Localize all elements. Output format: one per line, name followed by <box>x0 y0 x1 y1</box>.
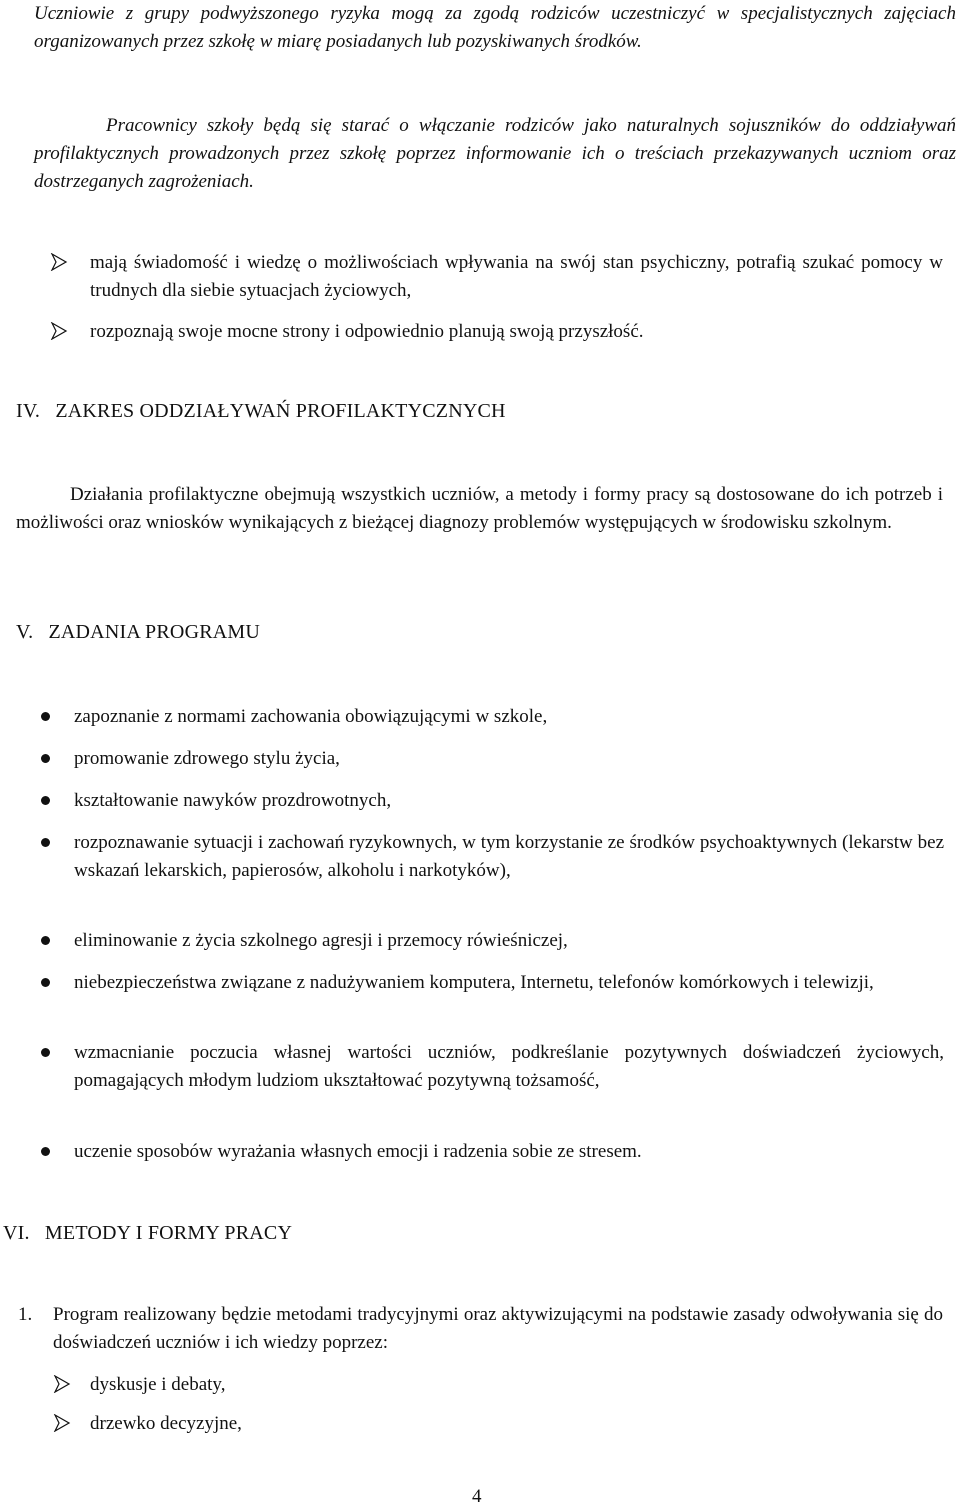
task-list-item: eliminowanie z życia szkolnego agresji i przemocy rówieśniczej, <box>74 930 568 951</box>
task-list-item: rozpoznawanie sytuacji i zachowań ryzykownych, w tym korzystanie ze środków psychoaktywnych (lekarstw bez wskazań lekarskich, papierosów, alkoholu i narkotyków), <box>74 832 944 881</box>
bullet-dot-icon <box>41 1147 50 1156</box>
arrow-bullet-icon <box>50 322 68 340</box>
section-number: VI. <box>3 1222 30 1244</box>
bullet-dot-icon <box>41 978 50 987</box>
arrow-bullet-icon <box>53 1375 71 1393</box>
bullet-dot-icon <box>41 796 50 805</box>
section-number: IV. <box>16 400 41 422</box>
task-list-item: niebezpieczeństwa związane z nadużywaniem komputera, Internetu, telefonów komórkowych i telewizji, <box>74 972 874 993</box>
section-title: ZADANIA PROGRAMU <box>48 621 261 643</box>
arrow-list-item: mają świadomość i wiedzę o możliwościach wpływania na swój stan psychiczny, potrafią szukać pomocy w trudnych dla siebie sytuacjach życiowych, <box>90 252 943 301</box>
bullet-dot-icon <box>41 1048 50 1057</box>
section-heading-vi <box>3 1219 292 1247</box>
section-number: V. <box>16 621 34 643</box>
section-title: METODY I FORMY PRACY <box>44 1222 293 1244</box>
task-list-item: uczenie sposobów wyrażania własnych emocji i radzenia sobie ze stresem. <box>74 1141 642 1162</box>
methods-sub-item: dyskusje i debaty, <box>90 1374 226 1395</box>
intro-paragraph-1: Uczniowie z grupy podwyższonego ryzyka mogą za zgodą rodziców uczestniczyć w specjalistycznych zajęciach organizowanych przez szkołę w miarę posiadanych lub pozyskiwanych środków. <box>34 3 956 52</box>
bullet-dot-icon <box>41 936 50 945</box>
arrow-list-item: rozpoznają swoje mocne strony i odpowiednio planują swoją przyszłość. <box>90 321 644 342</box>
page-number: 4 <box>472 1486 482 1507</box>
arrow-bullet-icon <box>53 1414 71 1432</box>
section-heading-iv <box>16 397 506 425</box>
task-list-item: promowanie zdrowego stylu życia, <box>74 748 340 769</box>
arrow-bullet-icon <box>50 253 68 271</box>
bullet-dot-icon <box>41 754 50 763</box>
task-list-item: wzmacnianie poczucia własnej wartości uczniów, podkreślanie pozytywnych doświadczeń życiowych, pomagających młodym ludziom ukształtować pozytywną tożsamość, <box>74 1042 944 1091</box>
task-list-item: kształtowanie nawyków prozdrowotnych, <box>74 790 392 811</box>
methods-sub-item: drzewko decyzyjne, <box>90 1413 242 1434</box>
section-title: ZAKRES ODDZIAŁYWAŃ PROFILAKTYCZNYCH <box>55 400 506 422</box>
methods-item-text: Program realizowany będzie metodami tradycyjnymi oraz aktywizującymi na podstawie zasady odwoływania się do doświadczeń uczniów i ich wiedzy poprzez: <box>53 1304 943 1353</box>
bullet-dot-icon <box>41 838 50 847</box>
methods-item-number: 1. <box>18 1304 33 1325</box>
task-list-item: zapoznanie z normami zachowania obowiązującymi w szkole, <box>74 706 548 727</box>
section-iv-body: Działania profilaktyczne obejmują wszystkich uczniów, a metody i formy pracy są dostosowane do ich potrzeb i możliwości oraz wniosków wynikających z bieżącej diagnozy problemów występujących w środowisku szkolnym. <box>16 484 943 533</box>
intro-paragraph-2: Pracownicy szkoły będą się starać o włączanie rodziców jako naturalnych sojuszników do oddziaływań profilaktycznych prowadzonych przez szkołę poprzez informowanie ich o treściach przekazywanych uczniom oraz dostrzeganych zagrożeniach. <box>34 115 956 192</box>
section-heading-v <box>16 618 260 646</box>
bullet-dot-icon <box>41 712 50 721</box>
